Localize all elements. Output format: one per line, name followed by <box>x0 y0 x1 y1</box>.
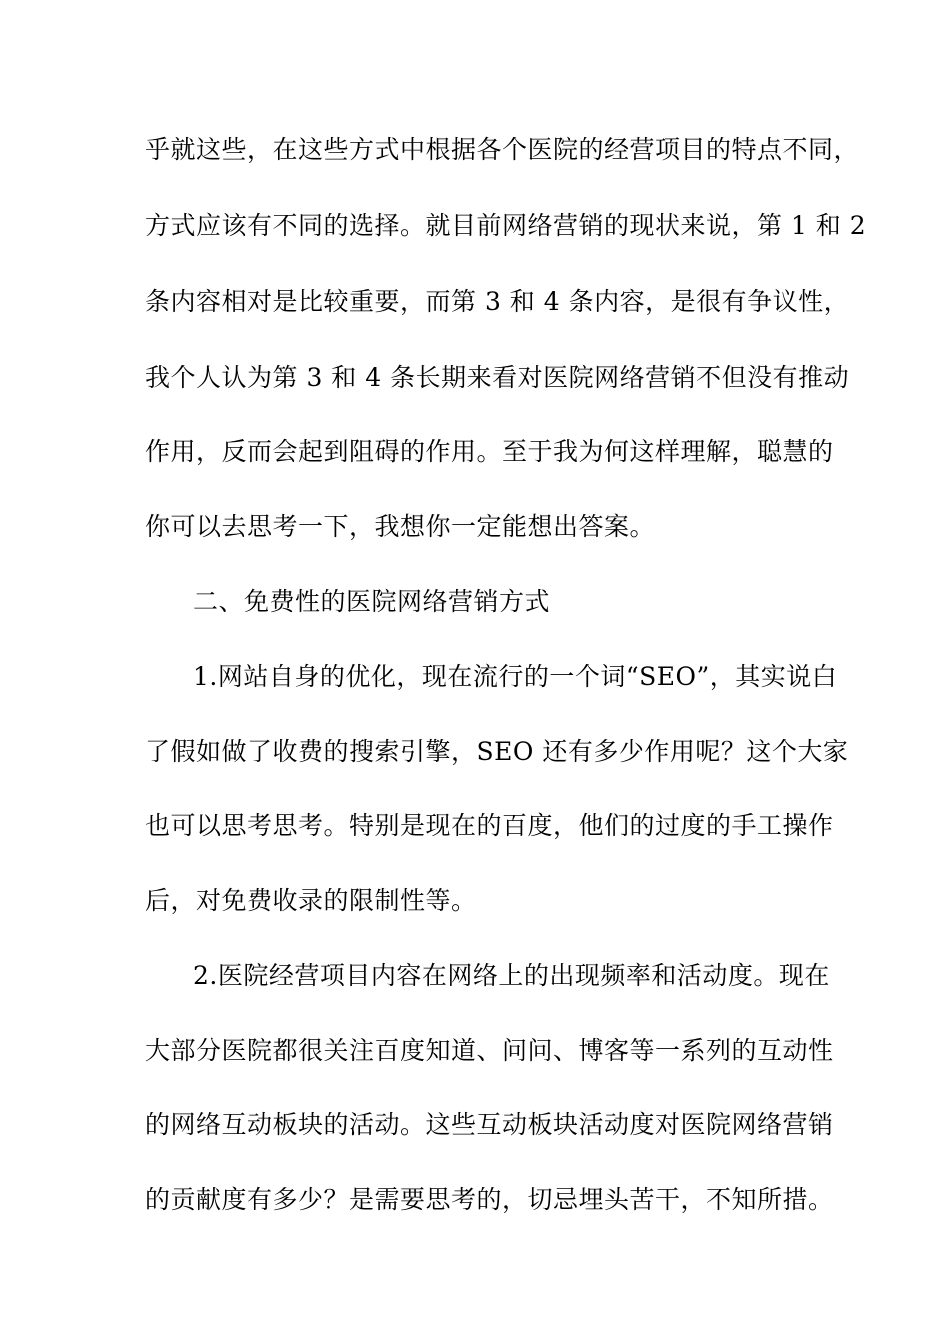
text-line: 乎就这些，在这些方式中根据各个医院的经营项目的特点不同， <box>145 135 860 164</box>
text-line: 的网络互动板块的活动。这些互动板块活动度对医院网络营销 <box>145 1110 834 1139</box>
section-heading: 二、免费性的医院网络营销方式 <box>193 587 551 616</box>
text-line: 的贡献度有多少？是需要思考的，切忌埋头苦干，不知所措。 <box>145 1185 834 1214</box>
text-line: 条内容相对是比较重要，而第 3 和 4 条内容，是很有争议性， <box>145 287 850 316</box>
text-line: 作用，反而会起到阻碍的作用。至于我为何这样理解，聪慧的 <box>145 437 834 466</box>
text-line: 了假如做了收费的搜索引擎，SEO 还有多少作用呢？这个大家 <box>145 737 849 766</box>
text-line: 后，对免费收录的限制性等。 <box>145 886 477 915</box>
text-line: 方式应该有不同的选择。就目前网络营销的现状来说，第 1 和 2 <box>145 211 867 240</box>
text-line: 大部分医院都很关注百度知道、问问、博客等一系列的互动性 <box>145 1036 834 1065</box>
text-line: 1.网站自身的优化，现在流行的一个词“SEO”，其实说白 <box>193 662 838 691</box>
text-line: 也可以思考思考。特别是现在的百度，他们的过度的手工操作 <box>145 811 834 840</box>
text-line: 我个人认为第 3 和 4 条长期来看对医院网络营销不但没有推动 <box>145 363 850 392</box>
text-line: 你可以去思考一下，我想你一定能想出答案。 <box>145 512 656 541</box>
text-line: 2.医院经营项目内容在网络上的出现频率和活动度。现在 <box>193 961 830 990</box>
